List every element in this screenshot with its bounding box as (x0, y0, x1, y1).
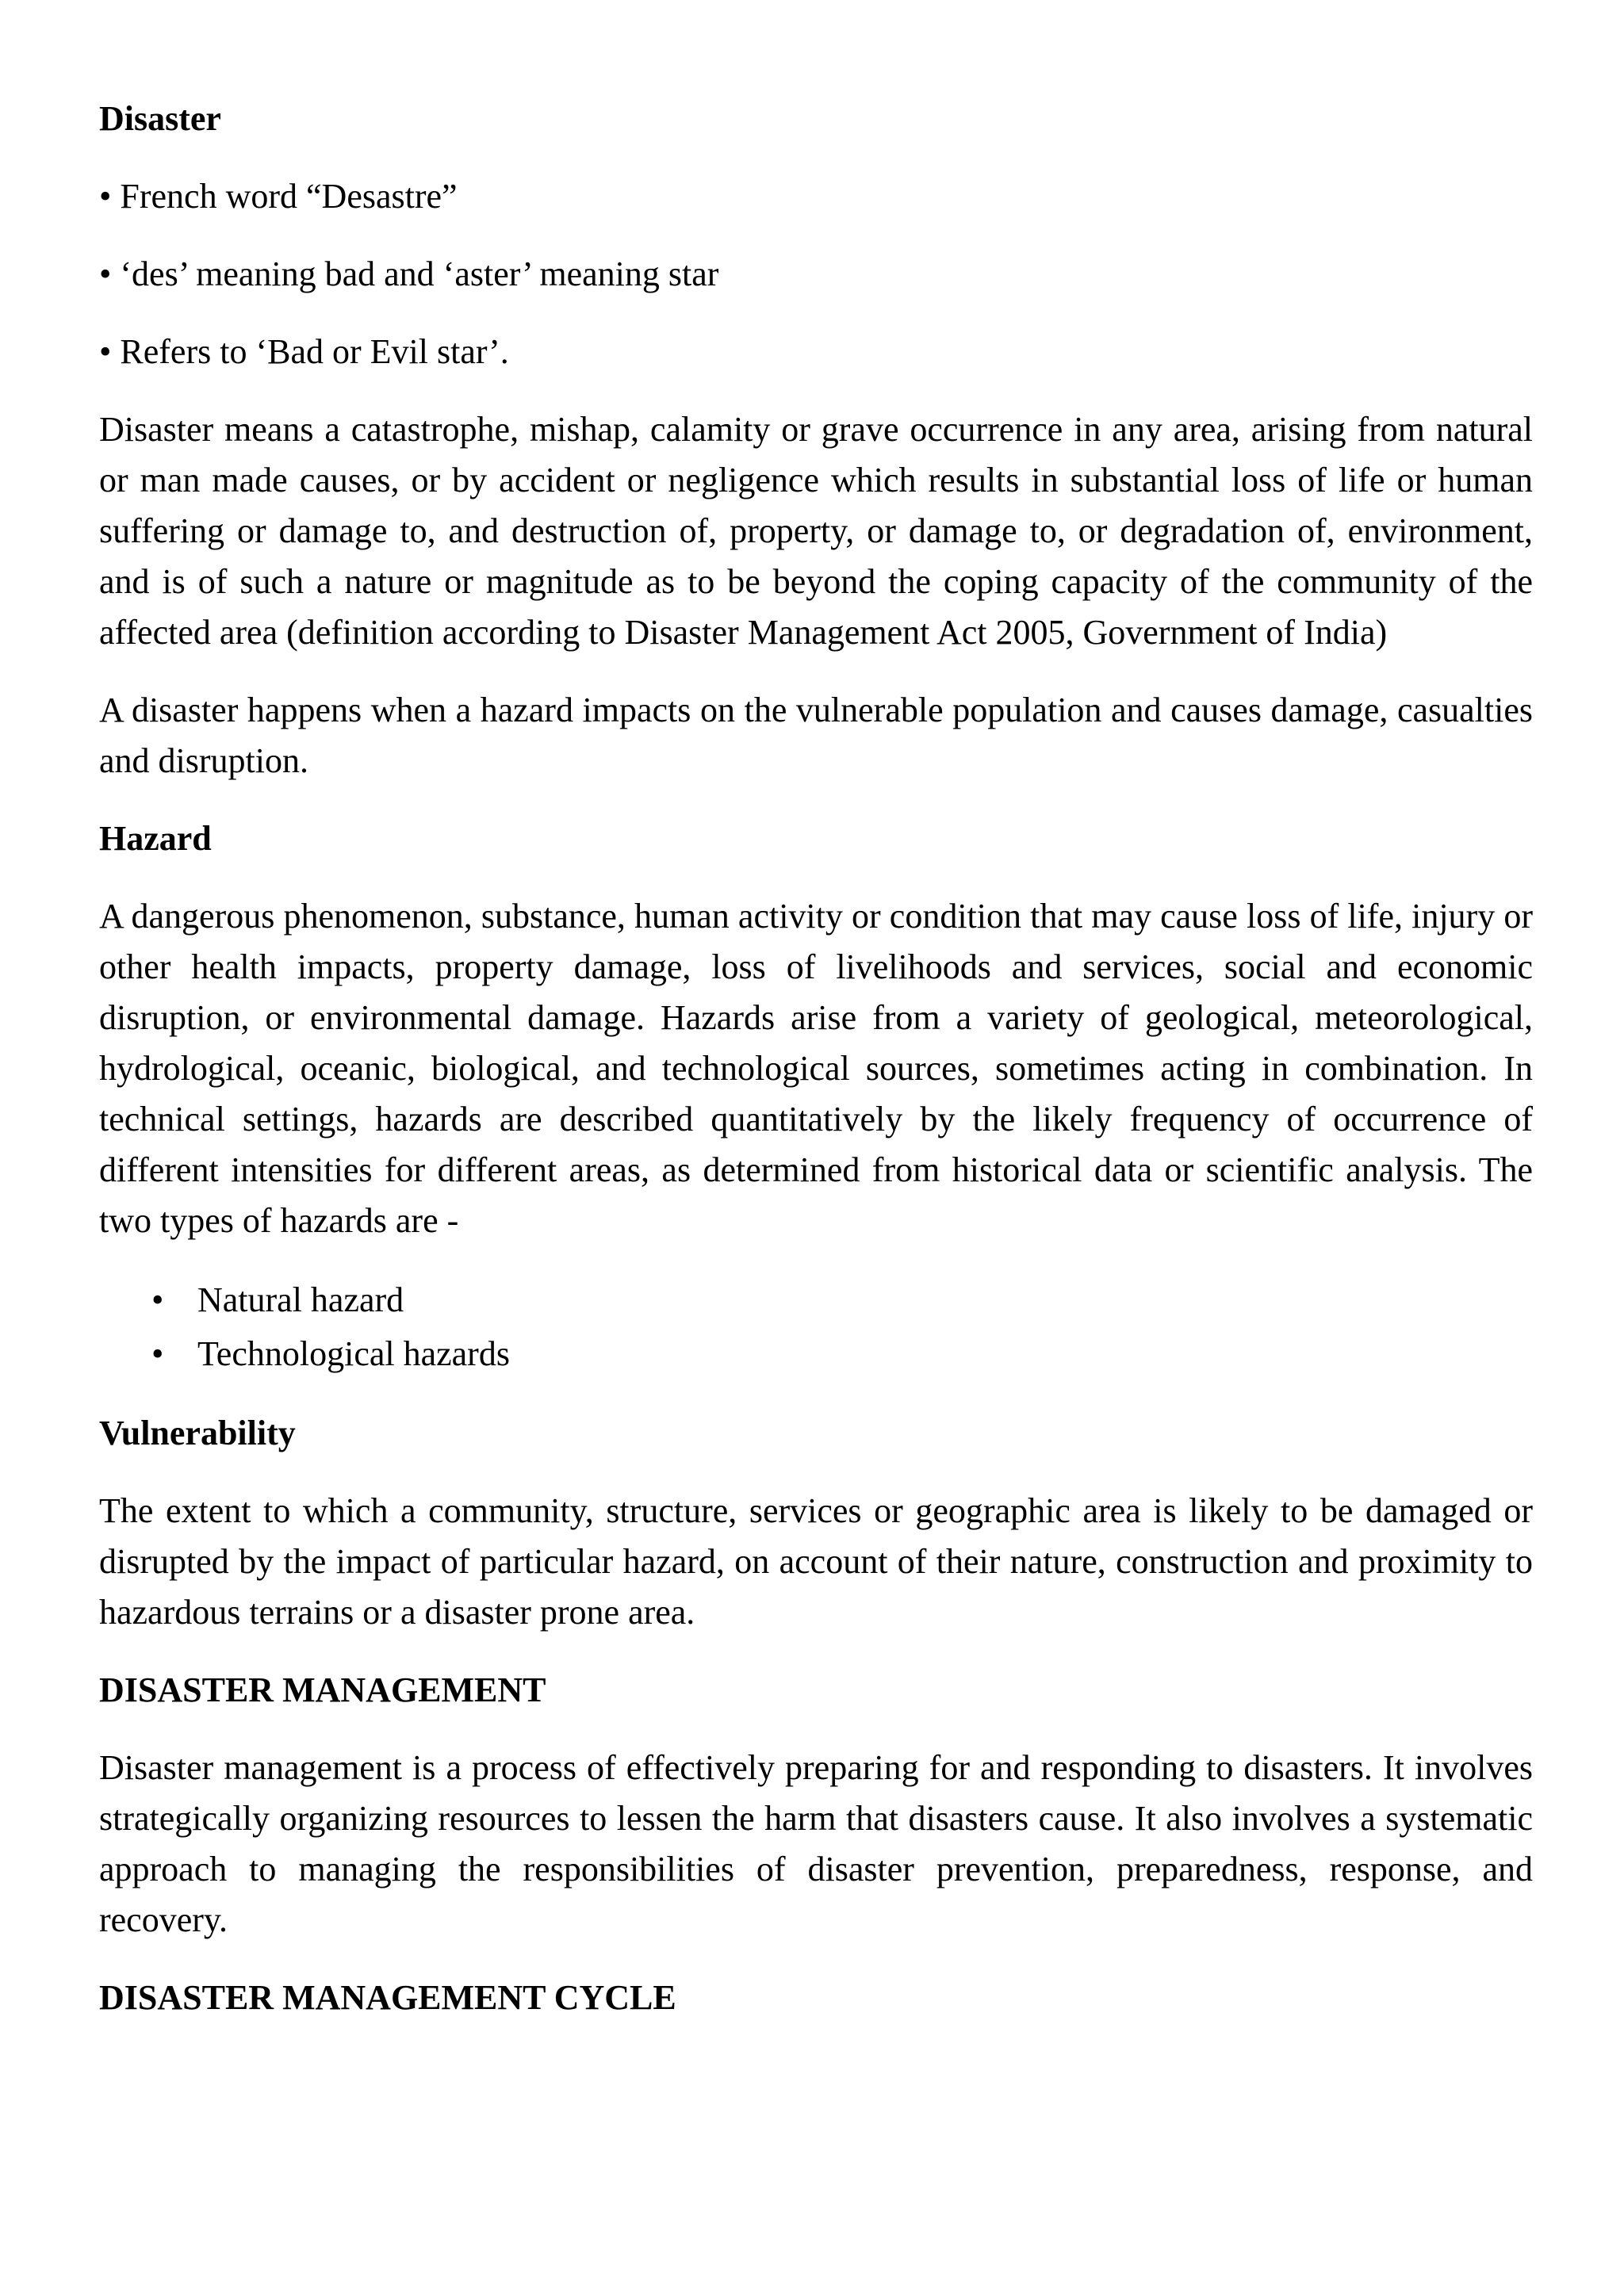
hazard-type-technological: Technological hazards (197, 1334, 510, 1373)
disaster-management-definition: Disaster management is a process of effectively preparing for and responding to disasters. It involves strategically organizing resources to lessen the harm that disasters cause. It also involves a systematic approach to managing the responsibilities of disaster prevention, preparedness, response, and recovery. (99, 1748, 1533, 1939)
heading-disaster-management: DISASTER MANAGEMENT (99, 1670, 546, 1709)
document-page (99, 94, 1533, 2050)
hazard-type-natural: Natural hazard (197, 1280, 404, 1319)
disaster-summary: A disaster happens when a hazard impacts on the vulnerable population and causes damage, casualties and disruption. (99, 691, 1533, 780)
heading-disaster: Disaster (99, 99, 221, 138)
list-item (99, 1273, 1533, 1327)
disaster-point-meaning: • ‘des’ meaning bad and ‘aster’ meaning star (99, 254, 719, 293)
disaster-point-origin: • French word “Desastre” (99, 177, 458, 216)
disaster-point-refers: • Refers to ‘Bad or Evil star’. (99, 332, 509, 371)
bullet-icon: • (151, 1280, 164, 1319)
heading-vulnerability: Vulnerability (99, 1414, 296, 1452)
heading-disaster-management-cycle: DISASTER MANAGEMENT CYCLE (99, 1978, 676, 2017)
hazard-types-list (99, 1273, 1533, 1381)
hazard-definition: A dangerous phenomenon, substance, human activity or condition that may cause loss of life, injury or other health impacts, property damage, loss of livelihoods and services, social and economic disruption, or environmental damage. Hazards arise from a variety of geological, meteorological, hydrological, oceanic, biological, and technological sources, sometimes acting in combination. In technical settings, hazards are described quantitatively by the likely frequency of occurrence of different intensities for different areas, as determined from historical data or scientific analysis. The two types of hazards are - (99, 897, 1533, 1240)
bullet-icon: • (151, 1334, 164, 1373)
disaster-definition: Disaster means a catastrophe, mishap, calamity or grave occurrence in any area, arising from natural or man made causes, or by accident or negligence which results in substantial loss of life or human suffering or damage to, and destruction of, property, or damage to, or degradation of, environment, and is of such a nature or magnitude as to be beyond the coping capacity of the community of the affected area (definition according to Disaster Management Act 2005, Government of India) (99, 410, 1533, 652)
list-item (99, 1327, 1533, 1381)
heading-hazard: Hazard (99, 819, 212, 858)
vulnerability-definition: The extent to which a community, structure, services or geographic area is likely to be damaged or disrupted by the impact of particular hazard, on account of their nature, construction and proximity to hazardous terrains or a disaster prone area. (99, 1491, 1533, 1632)
